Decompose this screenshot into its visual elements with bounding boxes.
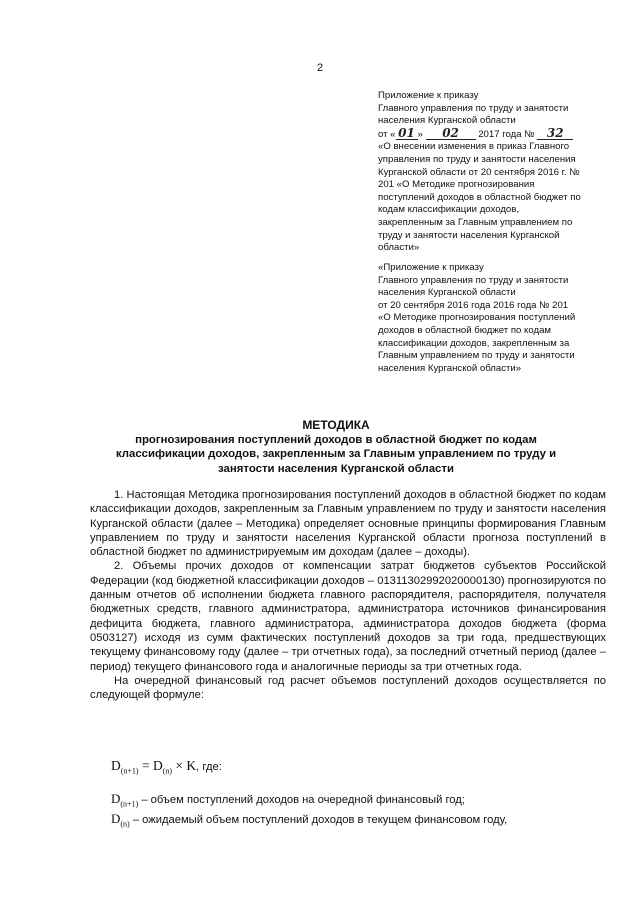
annex-line: «О Методике прогнозирования поступлений <box>378 312 576 324</box>
annex-line: от 20 сентября 2016 года 2016 года № 201 <box>378 299 569 311</box>
formula-rhs: D <box>152 758 163 773</box>
paragraph-3: На очередной финансовый год расчет объемов поступлений доходов осуществляется по следующей формуле: <box>90 674 606 702</box>
document-body <box>90 488 606 702</box>
document-title <box>96 418 576 476</box>
definition-text: – ожидаемый объем поступлений доходов в текущем финансовом году, <box>129 814 508 826</box>
annex-line: поступлений доходов в областной бюджет по <box>378 191 581 203</box>
formula-rhs-sub: (n) <box>162 766 173 776</box>
definition-symbol: D <box>111 791 121 806</box>
annex-line: населения Курганской области <box>378 115 516 127</box>
annex-header <box>378 90 618 255</box>
formula <box>111 758 222 776</box>
paragraph-2: 2. Объемы прочих доходов от компенсации затрат бюджетов субъектов Российской Федерации (код бюджетной классификации доходов – 01311302992020000130) прогнозируются по данным отчетов об исполнении бюджета главного распорядителя, распорядителя, получателя бюджетных средств, главного администратора, администратора источников финансирования дефицита бюджета, главного администратора, администратора доходов бюджета (форма 0503127) исходя из сумм фактических поступлений доходов за три года, предшествующих текущему финансовому году (далее – три отчетных года), за последний отчетный период (далее – период) текущего финансового года и аналогичные периоды за три отчетных года. <box>90 560 606 673</box>
handwritten-number: 32 <box>537 128 573 140</box>
definition-symbol: D <box>111 811 121 826</box>
annex-line: Приложение к приказу <box>378 90 479 101</box>
annex-line: «Приложение к приказу <box>378 262 484 273</box>
formula-lhs-sub: (n+1) <box>120 766 139 776</box>
formula-eq: = <box>141 758 150 773</box>
formula-k: K <box>186 758 197 773</box>
annex-line: классификации доходов, закрепленным за <box>378 337 570 349</box>
annex-line: Главного управления по труду и занятости <box>378 102 569 114</box>
annex-line: области» <box>378 242 420 254</box>
date-year: 2017 года № <box>478 128 535 140</box>
annex-date-line <box>378 125 618 142</box>
date-prefix: от « <box>378 128 396 140</box>
annex-line: доходов в областной бюджет по кодам <box>378 324 552 336</box>
annex-line: 201 «О Методике прогнозирования <box>378 179 535 191</box>
annex-line: труду и занятости населения Курганской <box>378 229 560 241</box>
definition-subscript: (n+1) <box>120 799 139 809</box>
annex-line: населения Курганской области <box>378 287 516 299</box>
handwritten-month: 02 <box>426 128 476 140</box>
annex-line: закрепленным за Главным управлением по <box>378 216 573 228</box>
annex-line: Главного управления по труду и занятости <box>378 274 569 286</box>
annex-line: Главным управлением по труду и занятости <box>378 350 575 362</box>
handwritten-day: 01 <box>396 128 418 140</box>
definition-item <box>111 812 606 832</box>
formula-times: × <box>175 758 184 773</box>
definition-subscript: (n) <box>120 819 130 829</box>
annex-line: Курганской области от 20 сентября 2016 г. № <box>378 166 580 178</box>
annex-line: управления по труду и занятости населения <box>378 153 576 165</box>
annex-line: населения Курганской области» <box>378 362 522 374</box>
annex-line: «О внесении изменения в приказ Главного <box>378 141 570 153</box>
formula-where: , где: <box>196 761 222 773</box>
page-number: 2 <box>316 62 324 74</box>
title-main: МЕТОДИКА <box>302 418 370 432</box>
date-mid: » <box>417 128 423 140</box>
paragraph-1: 1. Настоящая Методика прогнозирования поступлений доходов в областной бюджет по кодам классификации доходов, закрепленным за Главным управлением по труду и занятости населения Курганской области (далее – Методика) определяет основные принципы формирования Главным управлением по труду и занятости населения Курганской области прогноза поступлений в областной бюджет по администрируемым им доходам (далее – доходы). <box>90 489 606 559</box>
annex-line: кодам классификации доходов, <box>378 204 520 216</box>
definition-text: – объем поступлений доходов на очередной финансовый год; <box>138 794 465 806</box>
formula-lhs: D <box>111 758 121 773</box>
title-sub: прогнозирования поступлений доходов в областной бюджет по кодам классификации доходов, закрепленным за Главным управлением по труду и занятости населения Курганской области <box>115 433 557 475</box>
annex-previous <box>378 262 618 375</box>
definition-item <box>111 792 606 812</box>
